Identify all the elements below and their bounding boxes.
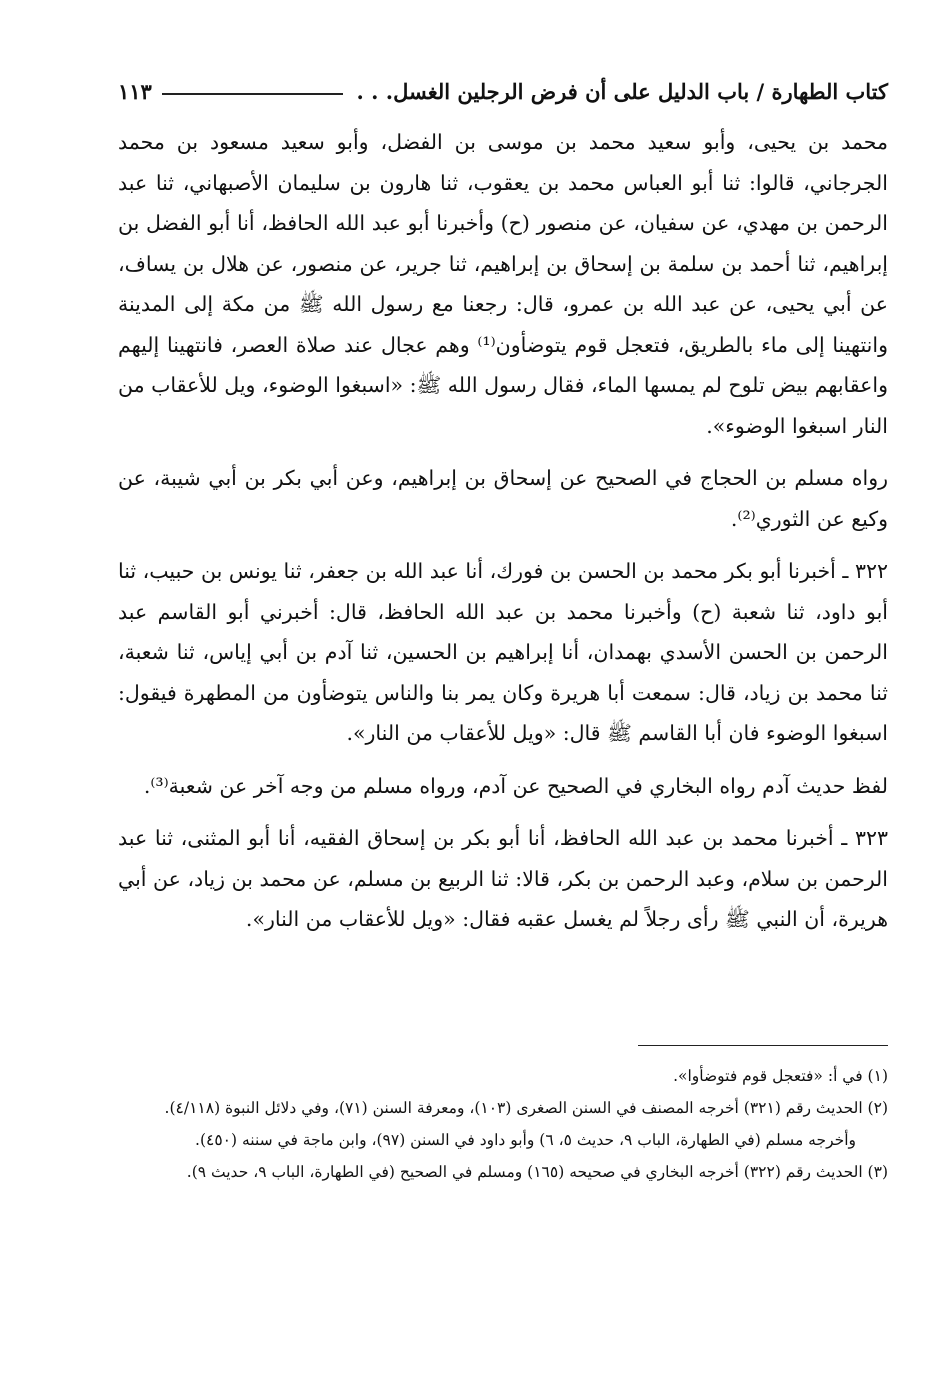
paragraph-hadith-323: ٣٢٣ ـ أخبرنا محمد بن عبد الله الحافظ، أنا أبو بكر بن إسحاق الفقيه، أنا أبو المثنى، ثنا عبد الرحمن بن سلام، وعبد الرحمن بن بكر، قالا: ثنا الربيع بن مسلم، عن محمد بن زياد، عن أبي هريرة، أن النبي ﷺ رأى رجلاً لم يغسل عقبه فقال: «ويل للأعقاب من النار». — [118, 826, 888, 931]
paragraph-321-takhrij: رواه مسلم بن الحجاج في الصحيح عن إسحاق بن إبراهيم، وعن أبي بكر بن أبي شيبة، عن وكيع عن الثوري⁽²⁾. — [118, 466, 888, 531]
footnote-3: (٣) الحديث رقم (٣٢٢) أخرجه البخاري في صحيحه (١٦٥) ومسلم في الصحيح (في الطهارة، الباب ٩، حديث ٩). — [186, 1163, 888, 1181]
footnote-separator — [638, 1045, 888, 1046]
paragraph-hadith-321-isnad: محمد بن يحيى، وأبو سعيد محمد بن موسى بن الفضل، وأبو سعيد مسعود بن محمد الجرجاني، قالوا: ثنا أبو العباس محمد بن يعقوب، ثنا هارون بن سليمان الأصبهاني، ثنا عبد الرحمن بن مهدي، عن سفيان، عن منصور (ح) وأخبرنا أبو عبد الله الحافظ، أنا أبو الفضل بن إبراهيم، ثنا أحمد بن سلمة بن إسحاق بن إبراهيم، ثنا جرير، عن منصور، عن هلال بن يساف، عن أبي يحيى، عن عبد الله بن عمرو، قال: رجعنا مع رسول الله ﷺ من مكة إلى المدينة وانتهينا إلى ماء بالطريق، فتعجل قوم يتوضأون⁽¹⁾ وهم عجال عند صلاة العصر، فانتهينا إليهم واعقابهم بيض تلوح لم يمسها الماء، فقال رسول الله ﷺ: «اسبغوا الوضوء، ويل للأعقاب من النار اسبغوا الوضوء». — [118, 130, 888, 438]
footnotes — [118, 1062, 888, 1190]
footnote-2: (٢) الحديث رقم (٣٢١) أخرجه المصنف في السنن الصغرى (١٠٣)، ومعرفة السنن (٧١)، وفي دلائل النبوة (٤/١١٨). — [164, 1099, 888, 1117]
page-number: ١١٣ — [118, 79, 152, 104]
header-title: كتاب الطهارة / باب الدليل على أن فرض الرجلين الغسل — [393, 79, 888, 104]
paragraph-hadith-322: ٣٢٢ ـ أخبرنا أبو بكر محمد بن الحسن بن فورك، أنا عبد الله بن جعفر، ثنا يونس بن حبيب، ثنا أبو داود، ثنا شعبة (ح) وأخبرنا محمد بن عبد الله الحافظ، قال: أخبرني أبو القاسم عبد الرحمن بن الحسن الأسدي بهمدان، أنا إبراهيم بن الحسين، ثنا آدم بن أبي إياس، ثنا شعبة، ثنا محمد بن زياد، قال: سمعت أبا هريرة وكان يمر بنا والناس يتوضأون من المطهرة فيقول: اسبغوا الوضوء فان أبا القاسم ﷺ قال: «ويل للأعقاب من النار». — [118, 559, 888, 745]
paragraph-322-takhrij: لفظ حديث آدم رواه البخاري في الصحيح عن آدم، ورواه مسلم من وجه آخر عن شعبة⁽³⁾. — [143, 773, 888, 798]
header-ellipsis: . . . — [356, 79, 394, 104]
header-rule — [162, 93, 343, 95]
footnote-1: (١) في أ: «فتعجل قوم فتوضأوا». — [673, 1067, 888, 1085]
main-text — [118, 122, 888, 940]
page — [118, 60, 888, 952]
footnote-2-continuation: وأخرجه مسلم (في الطهارة، الباب ٩، حديث ٥، ٦) وأبو داود في السنن (٩٧)، وابن ماجة في سننه (٤٥٠). — [195, 1131, 856, 1149]
running-header — [118, 60, 888, 104]
